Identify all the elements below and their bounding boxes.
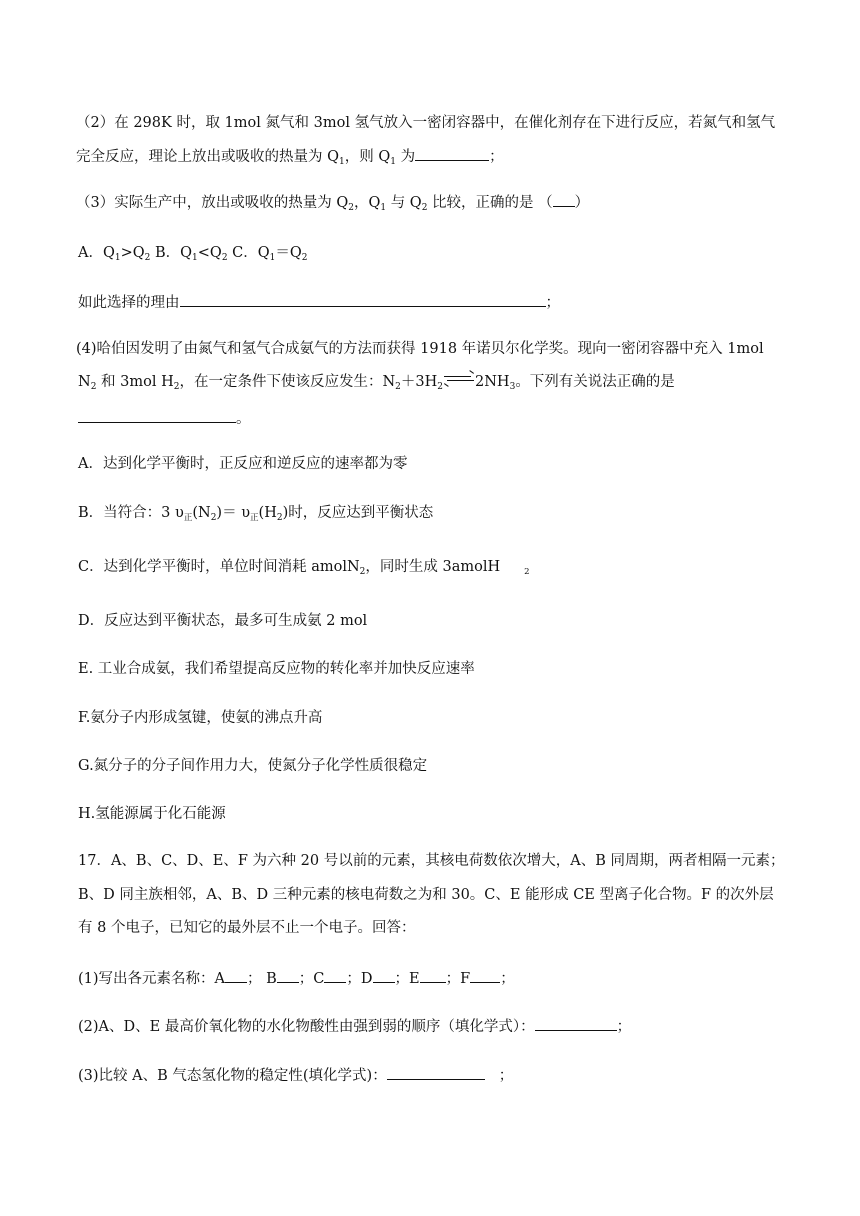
answer-blank-a[interactable] (225, 970, 247, 983)
equilibrium-arrow-icon (444, 374, 474, 384)
q17-part3: (3)比较 A、B 气态氢化物的稳定性(填化学式)： ； (78, 1068, 514, 1084)
answer-blank-e[interactable] (420, 970, 446, 983)
q17-line3: 有 8 个电子，已知它的最外层不止一个电子。回答： (78, 920, 416, 936)
q4-line3: 。 (78, 409, 251, 429)
q4-option-e: E. 工业合成氨，我们希望提高反应物的转化率并加快反应速率 (78, 661, 475, 677)
answer-blank-c[interactable] (324, 970, 346, 983)
answer-blank[interactable] (78, 410, 236, 423)
q2-line1: （2）在 298K 时，取 1mol 氮气和 3mol 氢气放入一密闭容器中，在催化剂存在下进行反应，若氮气和氢气 (76, 115, 776, 131)
answer-blank-f[interactable] (470, 970, 500, 983)
q4-option-d: D．反应达到平衡状态，最多可生成氨 2 mol (78, 613, 368, 629)
answer-blank[interactable] (535, 1018, 617, 1031)
answer-blank-b[interactable] (277, 970, 299, 983)
q4-line1: (4)哈伯因发明了由氮气和氢气合成氨气的方法而获得 1918 年诺贝尔化学奖。现向一密闭容器中充入 1mol (76, 341, 764, 357)
answer-blank[interactable] (180, 294, 546, 307)
q4-option-b: B．当符合：3 $\upsilon_正(N_2)= \upsilon_正(H_2)$时，反应达到平衡状态 (78, 505, 434, 523)
answer-blank-d[interactable] (373, 970, 395, 983)
q4-option-a: A．达到化学平衡时，正反应和逆反应的速率都为零 (78, 456, 408, 472)
q4-option-c: C．达到化学平衡时，单位时间消耗 amolN$_2$，同时生成 3amolH $_2$ (78, 559, 530, 577)
q3-line1: （3）实际生产中，放出或吸收的热量为 $Q_2$，$Q_1$ 与 $Q_2$ 比较，正确的是 （ ） (76, 195, 590, 213)
q3-reason: 如此选择的理由 ； (78, 295, 560, 311)
q4-option-g: G.氮分子的分子间作用力大，使氮分子化学性质很稳定 (78, 758, 428, 774)
q17-part1: (1)写出各元素名称：A ； B ；C ；D ；E ；F ； (78, 971, 515, 987)
answer-blank[interactable] (415, 148, 489, 161)
answer-blank[interactable] (387, 1067, 485, 1080)
q4-option-h: H.氢能源属于化石能源 (78, 806, 226, 822)
q3-options: A．$Q_1>Q_2$ B．$Q_1<Q_2$ C．$Q_1=Q_2$ (78, 245, 308, 263)
q4-option-f: F.氨分子内形成氢键，使氨的沸点升高 (78, 710, 323, 726)
q17-line1: 17．A、B、C、D、E、F 为六种 20 号以前的元素，其核电荷数依次增大，A、B 同周期，两者相隔一元素； (78, 853, 785, 869)
q4-line2: $N_2$ 和 3mol $H_2$，在一定条件下使该反应发生：$N_2+3H_2$ $2NH_3$。下列有关说法正确的是 (78, 372, 675, 392)
answer-blank[interactable] (553, 194, 575, 207)
q2-line2: 完全反应，理论上放出或吸收的热量为 $Q_1$，则 $Q_1$ 为 ； (76, 149, 504, 167)
q17-line2: B、D 同主族相邻，A、B、D 三种元素的核电荷数之为和 30。C、E 能形成 CE 型离子化合物。F 的次外层 (78, 887, 774, 903)
q17-part2: (2)A、D、E 最高价氧化物的水化物酸性由强到弱的顺序（填化学式）： ； (78, 1019, 632, 1035)
